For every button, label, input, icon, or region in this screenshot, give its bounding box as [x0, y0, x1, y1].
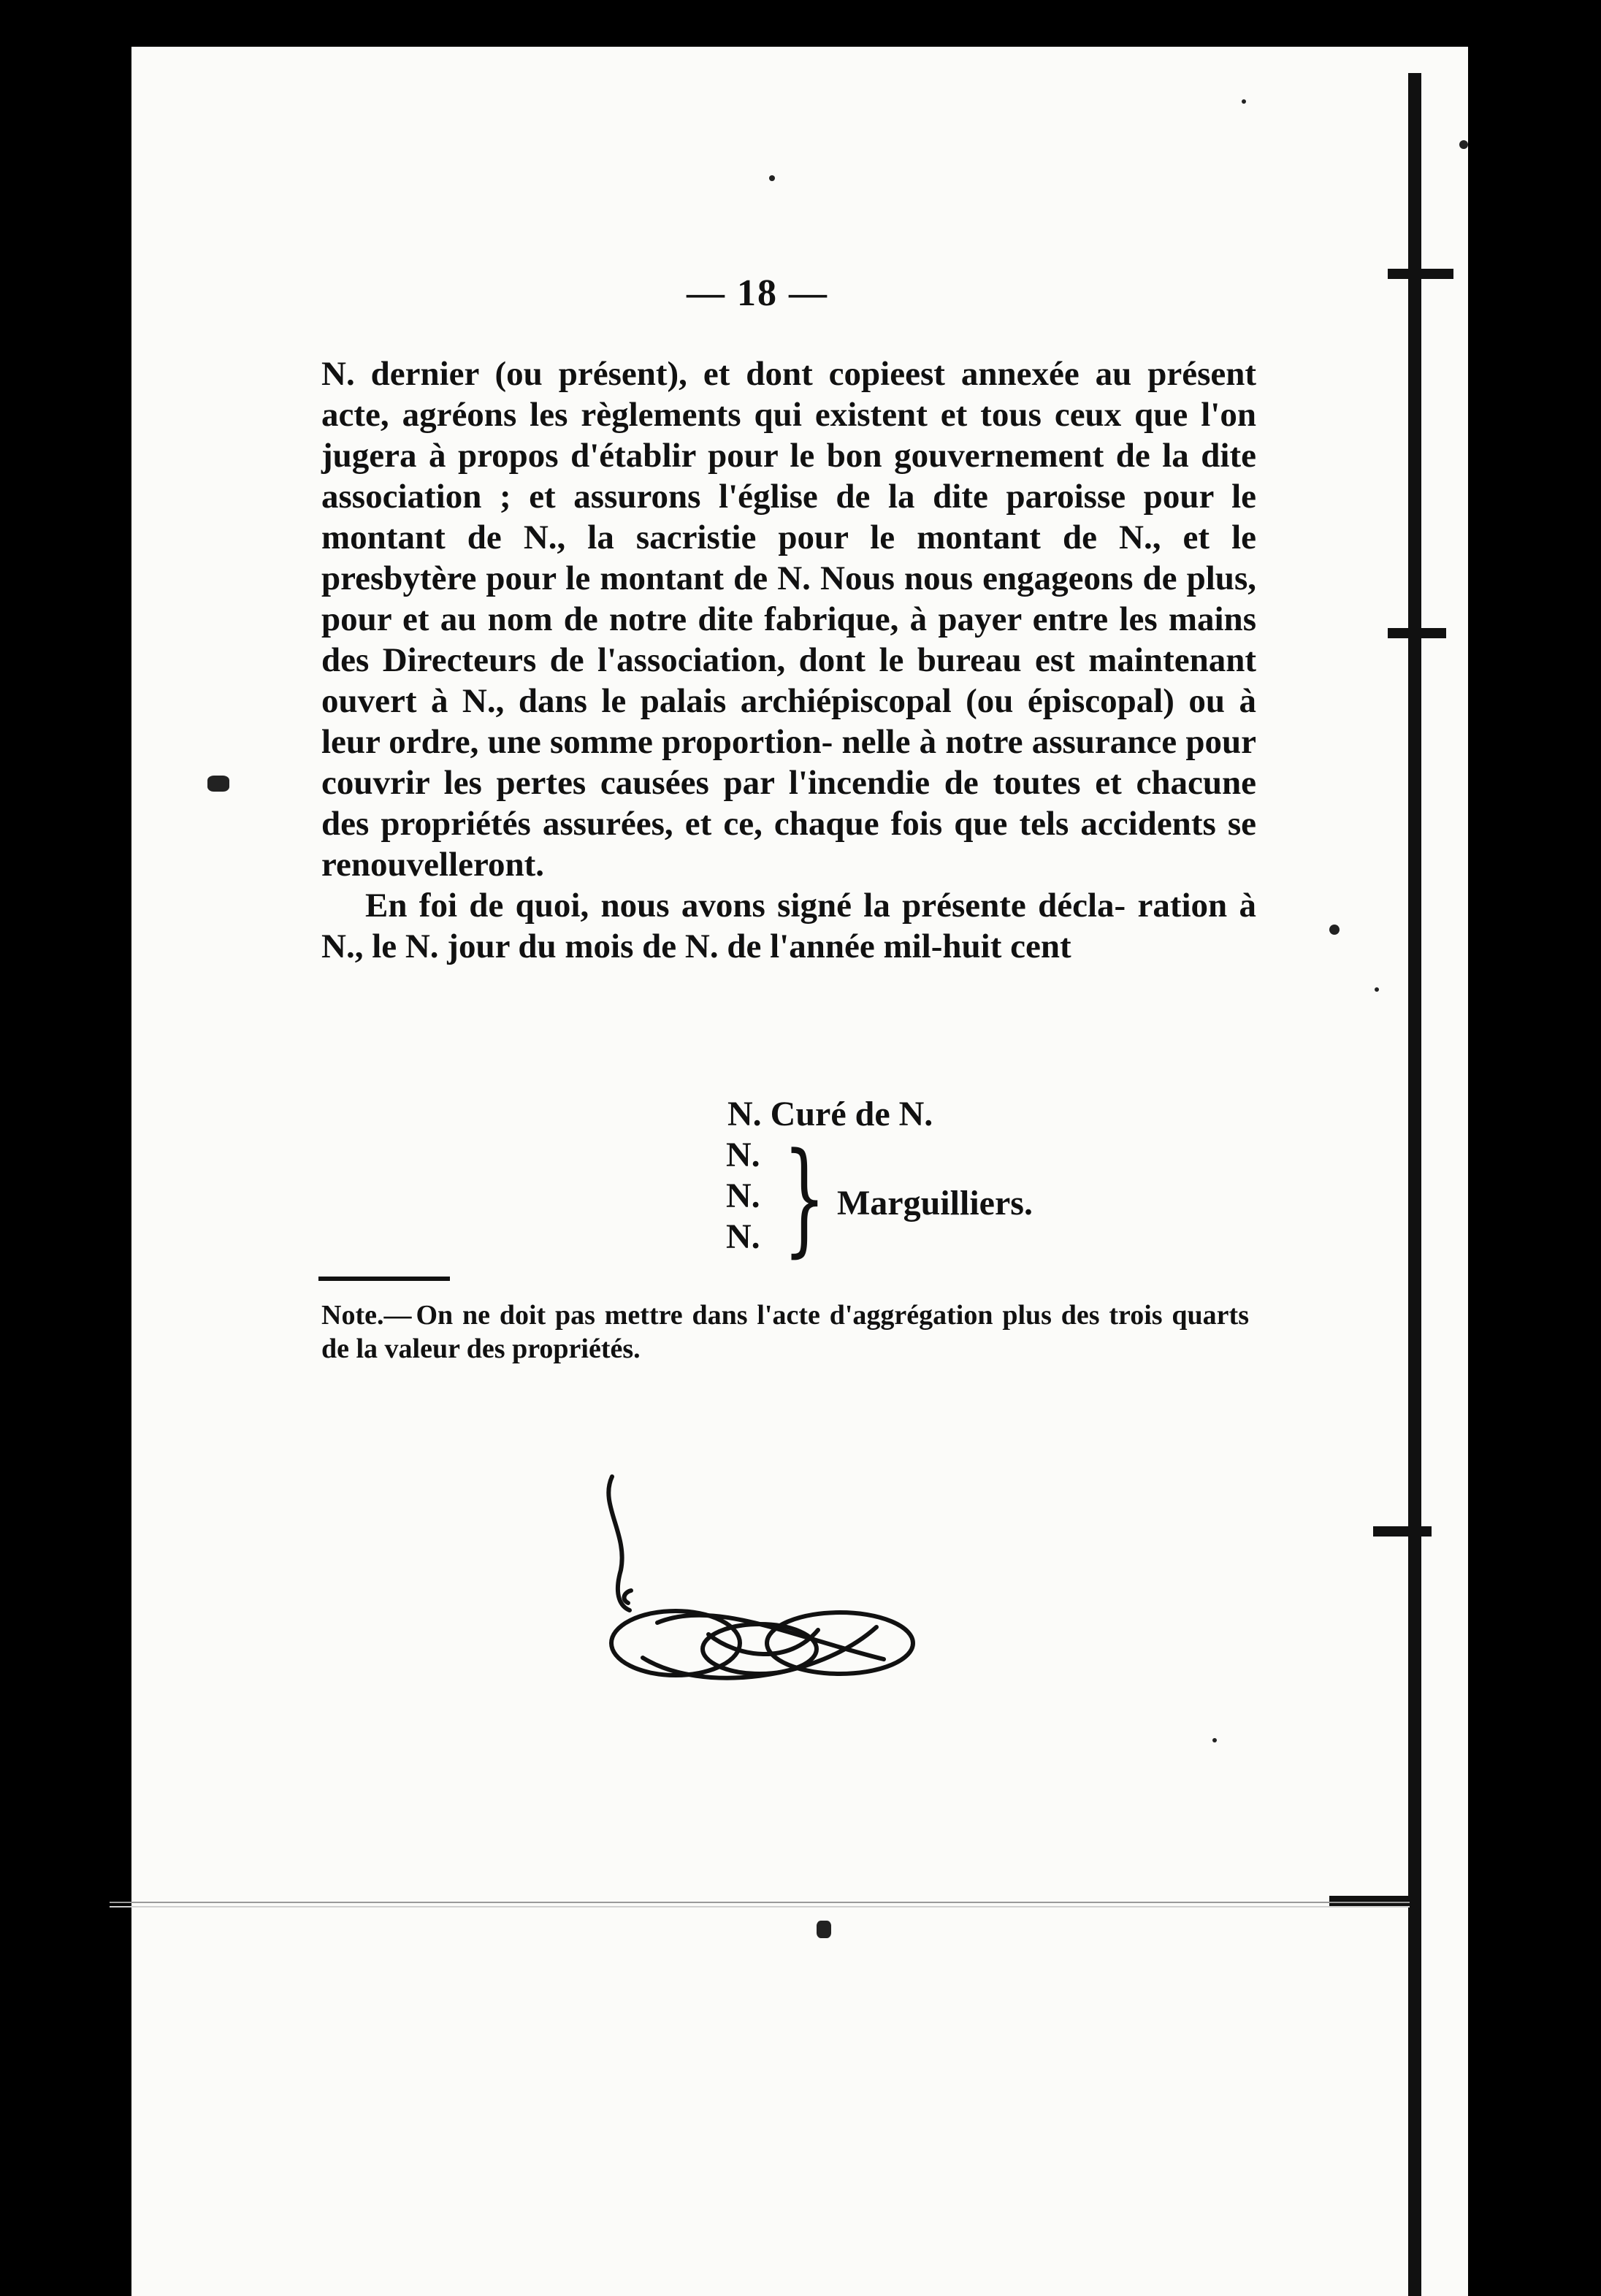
text-line: renouvelleront.: [321, 846, 545, 884]
text-line: N. dernier (ou présent), et dont copieest annexée au: [321, 355, 1132, 393]
text-line: au nom de notre dite fabrique, à payer entre les mains: [440, 600, 1256, 638]
page-number: — 18 —: [687, 272, 828, 314]
footnote-text: On ne doit pas mettre dans l'acte d'aggrégation plus des trois quarts de la valeur des propriétés.: [321, 1300, 1249, 1364]
page-speck: [1242, 99, 1246, 104]
binding-tick: [1329, 1896, 1410, 1906]
signature-brace: }: [783, 1126, 826, 1269]
text-line: présent acte, agréons les règlements qui existent et tous: [321, 355, 1257, 434]
signature-n: N.: [726, 1176, 760, 1215]
footnote-label: Note.—: [321, 1300, 412, 1331]
text-line: des Directeurs de l'association, dont le bureau est: [321, 641, 1075, 679]
text-line: assurées, et ce, chaque fois que tels accidents se: [542, 805, 1256, 843]
page-speck: [1329, 925, 1340, 935]
flourish-ornament-icon: [599, 1461, 942, 1702]
text-line: (ou épiscopal) ou à leur ordre, une somme proportion-: [321, 682, 1256, 761]
footnote: [321, 1298, 1249, 1366]
text-line: pour le montant de N., et le presbytère pour le: [321, 518, 1256, 597]
page-speck: [817, 1921, 831, 1938]
binding-tick: [1388, 269, 1453, 279]
text-line: de la dite paroisse pour le montant de N., la sacristie: [321, 478, 1256, 556]
page-speck: [769, 175, 775, 181]
signature-n: N.: [726, 1217, 760, 1256]
page-speck: [1459, 140, 1468, 149]
text-line: maintenant ouvert à N., dans le palais archiépiscopal: [321, 641, 1257, 720]
page-speck: [1375, 987, 1379, 992]
main-text: [321, 353, 1256, 967]
text-line: par l'incendie de toutes et chacune des propriétés: [321, 764, 1257, 843]
text-line: montant de N. Nous nous engageons de plus, pour et: [321, 559, 1256, 638]
binding-tick: [1373, 1526, 1432, 1537]
paragraph-2: [321, 885, 1256, 967]
signature-n: N.: [726, 1136, 760, 1174]
page-speck: [207, 776, 229, 792]
text-line: gouvernement de la dite association ; et assurons l'église: [321, 437, 1256, 516]
paragraph-1: [321, 353, 1256, 885]
lower-page-rule: [110, 1902, 1410, 1903]
binding-tick: [1388, 628, 1446, 638]
text-line: ration à N., le N. jour du mois de N. de l'année: [321, 887, 1256, 965]
page-speck: [1212, 1738, 1217, 1742]
binding-edge: [1408, 73, 1421, 2296]
text-line: En foi de quoi, nous avons signé la présente décla-: [365, 887, 1126, 925]
text-line: mil-huit cent: [883, 927, 1071, 965]
note-rule: [318, 1277, 450, 1281]
text-line: ceux que l'on jugera à propos d'établir pour le bon: [321, 396, 1256, 475]
signature-marguilliers: Marguilliers.: [837, 1184, 1033, 1222]
text-line: nelle à notre assurance pour couvrir les pertes causées: [321, 723, 1256, 802]
signature-cure: N. Curé de N.: [727, 1095, 933, 1133]
